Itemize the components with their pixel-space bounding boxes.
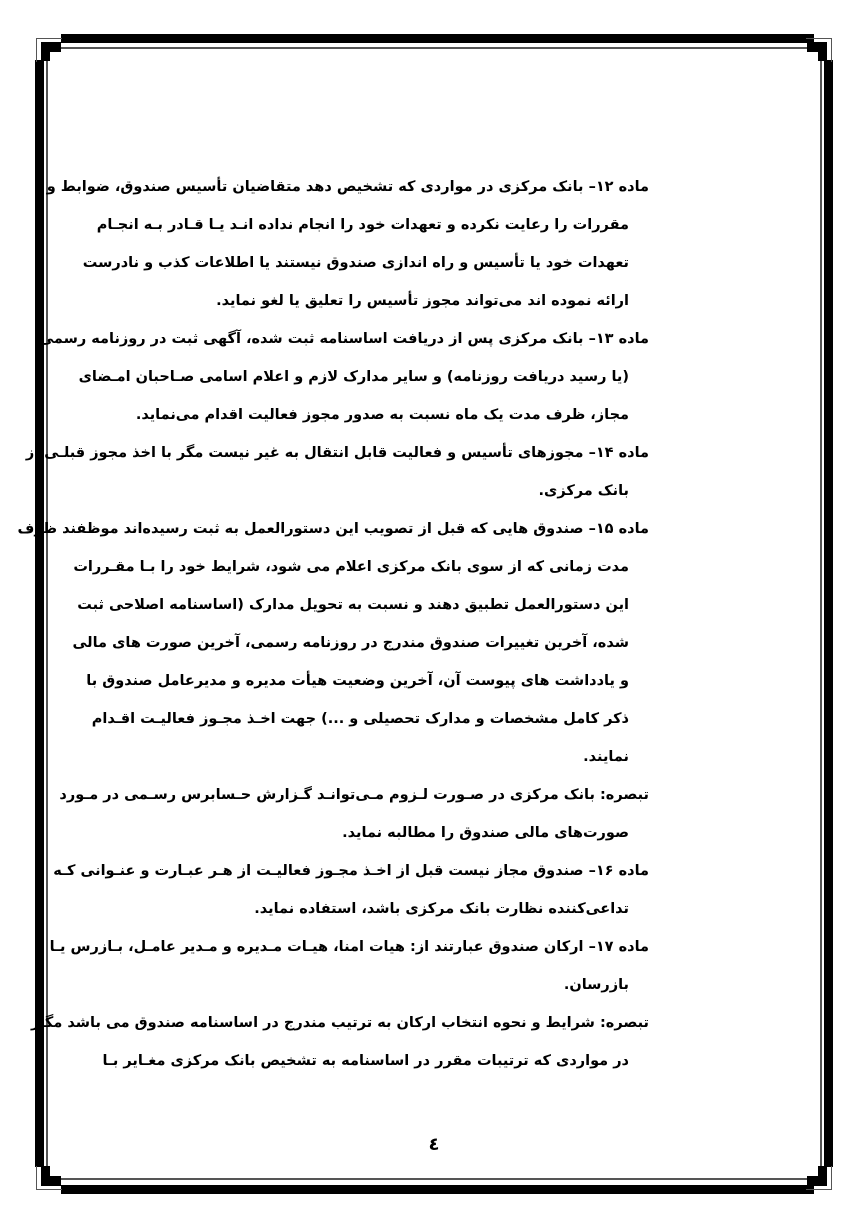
note-article-17 [30, 1004, 649, 1080]
frame-corner-bottom-right-stem [818, 1166, 827, 1186]
article-text-line: ذکر کامل مشخصات و مدارک تحصیلی و ...) جهت اخـذ مجـوز فعالیـت اقـدام [91, 711, 629, 727]
article-text-line: بانک مرکزی پس از دریافت اساسنامه ثبت شده، آگهی ثبت در روزنامه رسمی [39, 331, 584, 347]
article-16 [53, 852, 649, 928]
article-14 [25, 434, 649, 510]
frame-bottom-thick-border [61, 1185, 814, 1194]
article-text-line: (یا رسید دریافت روزنامه) و سایر مدارک لازم و اعلام اسامی صـاحبان امـضای [78, 369, 629, 385]
article-17 [49, 928, 649, 1004]
frame-right-thin-border [820, 52, 822, 1175]
article-text-line: تعهدات خود یا تأسیس و راه اندازی صندوق نیستند یا اطلاعات کذب و نادرست [82, 255, 629, 271]
article-text-line: صندوق هایی که قبل از تصویب این دستورالعمل به ثبت رسیده‌اند موظفند ظرف [17, 521, 584, 537]
frame-corner-top-left-stem [41, 42, 50, 61]
article-text-line: بازرسان. [563, 977, 629, 993]
article-label: ماده ۱۷– [588, 939, 649, 955]
frame-top-thin-border [61, 47, 820, 49]
article-text-line: بانک مرکزی. [538, 483, 629, 499]
article-label: ماده ۱۳– [588, 331, 649, 347]
document-body [17, 168, 649, 1080]
note-text-line: در مواردی که ترتیبات مقرر در اساسنامه به تشخیص بانک مرکزی مغـایر بـا [102, 1053, 629, 1069]
article-text-line: مدت زمانی که از سوی بانک مرکزی اعلام می شود، شرایط خود را بـا مقـررات [73, 559, 629, 575]
article-text-line: ارائه نموده اند می‌تواند مجوز تأسیس را تعلیق یا لغو نماید. [216, 293, 629, 309]
article-text-line: و یادداشت های پیوست آن، آخرین وضعیت هیأت مدیره و مدیرعامل صندوق با [86, 673, 629, 689]
note-text-line: صورت‌های مالی صندوق را مطالبه نماید. [342, 825, 629, 841]
article-text-line: این دستورالعمل تطبیق دهند و نسبت به تحویل مدارک (اساسنامه اصلاحی ثبت [77, 597, 629, 613]
note-text-line: شرایط و نحوه انتخاب ارکان به ترتیب مندرج در اساسنامه صندوق می باشد مگـر [30, 1015, 595, 1031]
article-label: ماده ۱۴– [588, 445, 649, 461]
article-text-line: مجوزهای تأسیس و فعالیت قابل انتقال به غیر نیست مگر با اخذ مجوز قبلـی از [25, 445, 584, 461]
article-label: ماده ۱۲– [588, 179, 649, 195]
frame-corner-top-right-stem [818, 42, 827, 61]
frame-bottom-thin-border [61, 1178, 820, 1180]
page-number: ٤ [428, 1134, 440, 1155]
frame-corner-bottom-left-stem [41, 1166, 50, 1186]
article-label: ماده ۱۵– [588, 521, 649, 537]
frame-top-thick-border [61, 34, 814, 43]
note-label: تبصره: [599, 787, 649, 803]
article-text-line: بانک مرکزی در مواردی که تشخیص دهد متقاضیان تأسیس صندوق، ضوابط و [46, 179, 584, 195]
article-text-line: مقررات را رعایت نکرده و تعهدات خود را انجام نداده انـد یـا قـادر بـه انجـام [96, 217, 629, 233]
article-12 [46, 168, 649, 320]
article-text-line: صندوق مجاز نیست قبل از اخـذ مجـوز فعالیـت از هـر عبـارت و عنـوانی کـه [53, 863, 584, 879]
article-text-line: ارکان صندوق عبارتند از: هیات امنا، هیـات مـدیره و مـدیر عامـل، بـازرس یـا [49, 939, 584, 955]
article-13 [39, 320, 649, 434]
article-label: ماده ۱۶– [588, 863, 649, 879]
note-text-line: بانک مرکزی در صـورت لـزوم مـی‌توانـد گـزارش حـسابرس رسـمی در مـورد [59, 787, 595, 803]
note-article-15 [59, 776, 649, 852]
article-text-line: نمایند. [583, 749, 629, 765]
article-text-line: مجاز، ظرف مدت یک ماه نسبت به صدور مجوز فعالیت اقدام می‌نماید. [135, 407, 629, 423]
note-label: تبصره: [599, 1015, 649, 1031]
frame-right-thick-border [824, 60, 833, 1167]
frame-left-thick-border [35, 60, 44, 1167]
article-text-line: شده، آخرین تغییرات صندوق مندرج در روزنامه رسمی، آخرین صورت های مالی [72, 635, 629, 651]
article-text-line: تداعی‌کننده نظارت بانک مرکزی باشد، استفاده نماید. [254, 901, 629, 917]
article-15 [17, 510, 649, 776]
